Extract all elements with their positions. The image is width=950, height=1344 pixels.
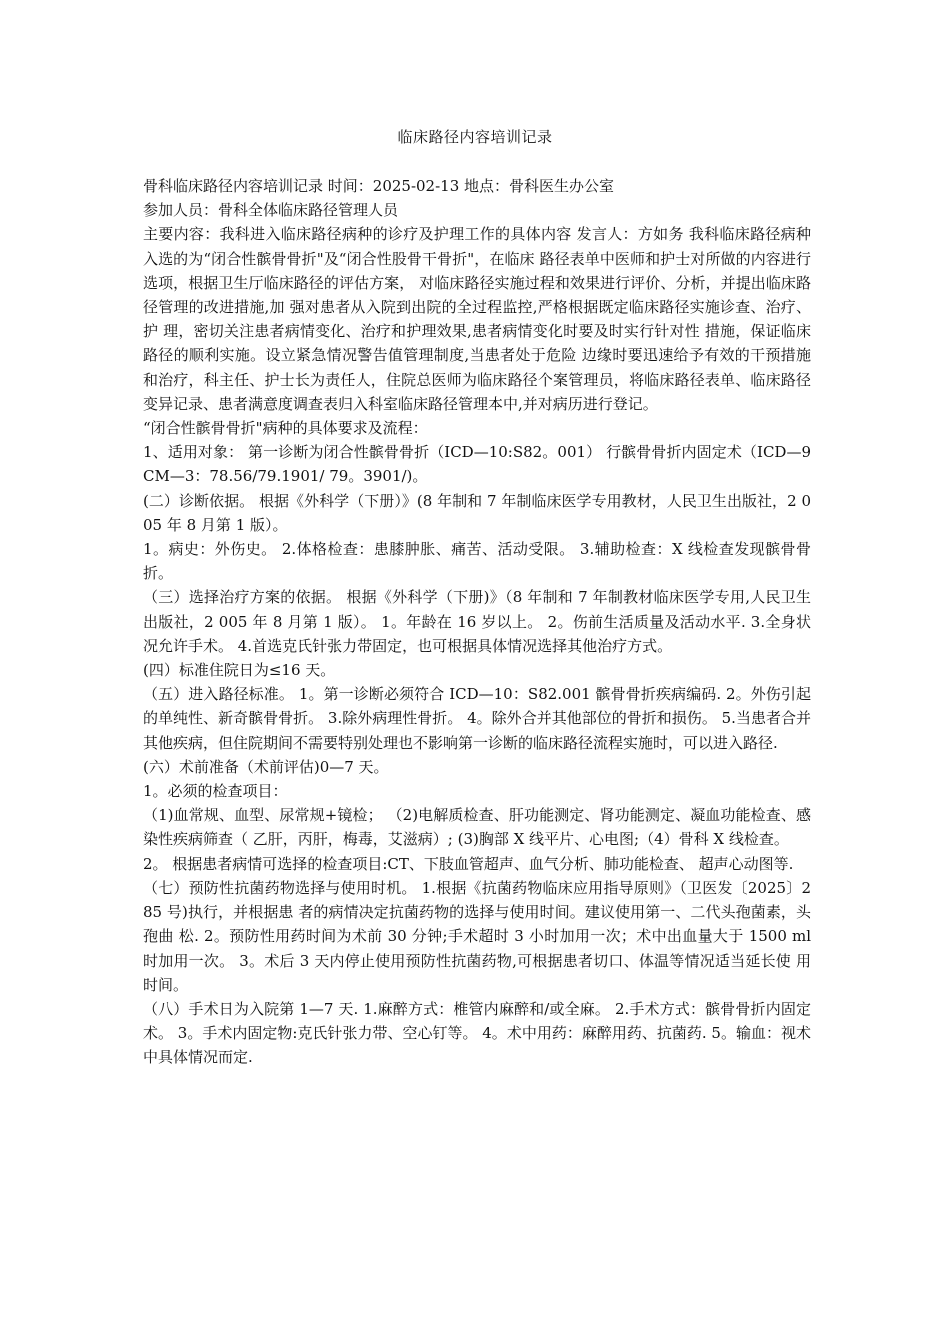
paragraph-disease-heading: “闭合性髌骨骨折"病种的具体要求及流程： xyxy=(143,419,428,438)
paragraph-hospital-days: (四）标准住院日为≤16 天。 xyxy=(143,661,336,680)
paragraph-required-tests: （1)血常规、血型、尿常规+镜检； （2)电解质检查、肝功能测定、肾功能测定、凝血功能检查、感染性疾病筛查（ 乙肝，丙肝，梅毒，艾滋病）; (3)胸部 X 线平片、心电图;（4）骨科 X 线检查。 xyxy=(143,806,811,849)
document-title: 临床路径内容培训记录 xyxy=(397,128,553,146)
document-body xyxy=(143,174,811,1070)
paragraph-entry-criteria: （五）进入路径标准。 1。第一诊断必须符合 ICD—10：S82.001 髌骨骨折疾病编码. 2。外伤引起的单纯性、新奇髌骨骨折。 3.除外病理性骨折。 4。除外合并其他部位的骨折和损伤。 5.当患者合并其他疾病，但住院期间不需要特别处理也不影响第一诊断的临床路径流程实施时，可以进入路径. xyxy=(143,685,811,752)
paragraph-required-tests-heading: 1。必须的检查项目： xyxy=(143,782,288,801)
paragraph-header-line: 骨科临床路径内容培训记录 时间：2025-02-13 地点：骨科医生办公室 xyxy=(143,177,615,195)
paragraph-treatment-basis: （三）选择治疗方案的依据。 根据《外科学（下册)》（8 年制和 7 年制教材临床医学专用,人民卫生出版社，2 005 年 8 月第 1 版）。 1。年龄在 16 岁以上。 2。伤前生活质量及活动水平. 3.全身状况允许手术。 4.首选克氏针张力带固定，也可根据具体情况选择其他治疗方式。 xyxy=(143,588,811,655)
paragraph-diagnosis-basis: (二）诊断依据。 根据《外科学（下册）》(8 年制和 7 年制临床医学专用教材，人民卫生出版社，2 005 年 8 月第 1 版）。 xyxy=(143,491,811,534)
paragraph-surgery-day: （八）手术日为入院第 1—7 天. 1.麻醉方式：椎管内麻醉和/或全麻。 2.手术方式：髌骨骨折内固定术。 3。手术内固定物:克氏针张力带、空心钉等。 4。术中用药：麻醉用药、抗菌药. 5。输血：视术中具体情况而定. xyxy=(143,999,811,1067)
paragraph-optional-tests: 2。 根据患者病情可选择的检查项目:CT、下肢血管超声、血气分析、肺功能检查、 超声心动图等. xyxy=(143,854,794,873)
paragraph-history-exam: 1。病史：外伤史。 2.体格检查：患膝肿胀、痛苦、活动受限。 3.辅助检查：X 线检查发现髌骨骨折。 xyxy=(143,540,811,583)
paragraph-preop-prep: (六）术前准备（术前评估)0—7 天。 xyxy=(143,757,389,776)
paragraph-main-content: 主要内容：我科进入临床路径病种的诊疗及护理工作的具体内容 发言人：方如务 我科临床路径病种入选的为“闭合性髌骨骨折"及“闭合性股骨干骨折"，在临床 路径表单中医师和护士对所做的内容进行选项，根据卫生厅临床路径的评估方案， 对临床路径实施过程和效果进行评价、分析，并提出临床路径管理的改进措施,加 强对患者从入院到出院的全过程监控,严格根据既定临床路径实施诊查、治疗、护 理，密切关注患者病情变化、治疗和护理效果,患者病情变化时要及时实行针对性 措施，保证临床路径的顺利实施。设立紧急情况警告值管理制度,当患者处于危险 边缘时要迅速给予有效的干预措施和治疗，科主任、护士长为责任人，住院总医师为临床路径个案管理员，将临床路径表单、临床路径变异记录、患者满意度调查表归入科室临床路径管理本中,并对病历进行登记。 xyxy=(143,225,811,413)
paragraph-applicable-object: 1、适用对象： 第一诊断为闭合性髌骨骨折（ICD—10:S82。001） 行髌骨骨折内固定术（ICD—9CM—3：78.56/79.1901/ 79。3901/)。 xyxy=(143,443,811,486)
paragraph-antibiotics: （七）预防性抗菌药物选择与使用时机。 1.根据《抗菌药物临床应用指导原则》（卫医发〔2025〕285 号)执行，并根据患 者的病情决定抗菌药物的选择与使用时间。建议使用第一、二代头孢菌素，头孢曲 松. 2。预防性用药时间为术前 30 分钟;手术超时 3 小时加用一次；术中出血量大于 1500 ml 时加用一次。 3。术后 3 天内停止使用预防性抗菌药物,可根据患者切口、体温等情况适当延长使 用时间。 xyxy=(143,878,811,994)
paragraph-attendees: 参加人员：骨科全体临床路径管理人员 xyxy=(143,201,399,220)
